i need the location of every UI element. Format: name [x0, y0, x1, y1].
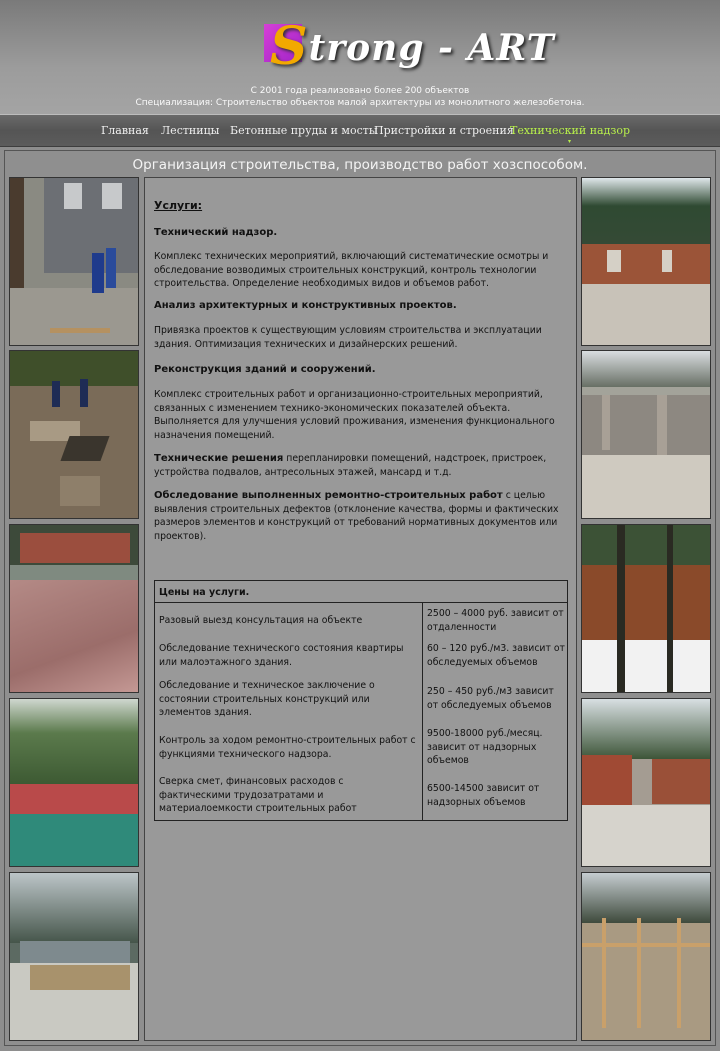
price-row-service: Обследование технического состояния квартиры или малоэтажного здания. — [159, 643, 404, 668]
nav-item-home[interactable]: Главная — [101, 124, 149, 137]
site-logo[interactable] — [262, 16, 555, 80]
service-reconstruction — [154, 363, 566, 377]
main-frame — [4, 150, 716, 1046]
photo-foundation-pit[interactable] — [9, 872, 139, 1041]
service-inspection — [154, 489, 566, 543]
active-indicator-icon: ▾ — [568, 138, 572, 145]
service-description: перепланировки помещений, надстроек, пристроек, устройства подвалов, антресольных этажей, мансард и т.д. — [154, 453, 547, 478]
price-row-value: 6500-14500 зависит от надзорных объемов — [427, 783, 540, 808]
service-description: Комплекс технических мероприятий, включающий систематические осмотры и обследование возводимых строительных конструкций, контроль технологии строительства. Определение необходимых видов и объемов работ. — [154, 251, 549, 289]
photo-columns[interactable] — [581, 350, 711, 519]
site-header — [0, 0, 720, 114]
tagline-projects: С 2001 года реализовано более 200 объектов — [250, 86, 470, 96]
service-description: Привязка проектов к существующим условиям строительства и эксплуатации здания. Оптимизация технических и дизайнерских решений. — [154, 325, 542, 350]
photo-excavation[interactable] — [9, 350, 139, 519]
service-description: Комплекс строительных работ и организационно-строительных мероприятий, связанных с изменением технико-экономических показателей объекта. Выполняется для улучшения условий проживания, изменения функционального назначения помещений. — [154, 389, 555, 441]
price-row-value: 9500-18000 руб./месяц. зависит от надзорных объемов — [427, 728, 543, 766]
nav-item-ponds-bridges[interactable]: Бетонные пруды и мосты — [230, 124, 378, 137]
price-row-value: 60 – 120 руб./м3. зависит от обследуемых объемов — [427, 643, 565, 668]
photo-log-house[interactable] — [581, 524, 711, 693]
service-title: Анализ архитектурных и конструктивных проектов. — [154, 300, 457, 311]
price-row-service: Обследование и техническое заключение о состоянии строительных конструкций или элементов здания. — [159, 680, 375, 718]
service-title: Реконструкция зданий и сооружений. — [154, 364, 376, 375]
tagline-specialization: Специализация: Строительство объектов малой архитектуры из монолитного железобетона. — [135, 98, 585, 108]
photo-paved-yard[interactable] — [9, 524, 139, 693]
services-heading: Услуги: — [154, 199, 203, 212]
price-row-service: Сверка смет, финансовых расходов с фактическими трудозатратами и материалоемкости строительных работ — [159, 776, 357, 814]
service-title: Технический надзор. — [154, 227, 278, 238]
photo-brick-walls[interactable] — [581, 177, 711, 346]
photo-surveyor[interactable] — [9, 177, 139, 346]
services-panel — [144, 177, 577, 1041]
prices-heading: Цены на услуги. — [155, 581, 567, 603]
service-title: Обследование выполненных ремонтно-строительных работ — [154, 490, 503, 501]
price-row-value: 250 – 450 руб./м3 зависит от обследуемых объемов — [427, 686, 554, 711]
price-row-service: Разовый выезд консультация на объекте — [159, 615, 363, 626]
page-banner: Организация строительства, производство работ хозспособом. — [132, 157, 588, 173]
service-tech-solutions — [154, 452, 566, 479]
price-row-service: Контроль за ходом ремонтно-строительных работ с функциями технического надзора. — [159, 735, 416, 760]
nav-item-label: Технический надзор — [510, 124, 631, 137]
price-row-value: 2500 – 4000 руб. зависит от отдаленности — [427, 608, 564, 633]
nav-item-tech-supervision[interactable] — [510, 124, 631, 145]
photo-formwork[interactable] — [581, 872, 711, 1041]
service-project-analysis — [154, 299, 566, 313]
service-title: Технические решения — [154, 453, 284, 464]
photo-sports-court[interactable] — [9, 698, 139, 867]
logo-text: Strong - ART — [270, 16, 555, 77]
service-description: с целью выявления строительных дефектов (отклонение качества, формы и фактических размеров элементов и конструкций от требований нормативных документов или проектов). — [154, 490, 559, 542]
main-navigation — [0, 114, 720, 147]
column-divider — [422, 603, 423, 820]
nav-item-extensions[interactable]: Пристройки и строения — [374, 124, 514, 137]
prices-table — [154, 580, 568, 821]
nav-item-stairs[interactable]: Лестницы — [161, 124, 220, 137]
service-tech-supervision — [154, 226, 566, 240]
photo-brick-construction[interactable] — [581, 698, 711, 867]
